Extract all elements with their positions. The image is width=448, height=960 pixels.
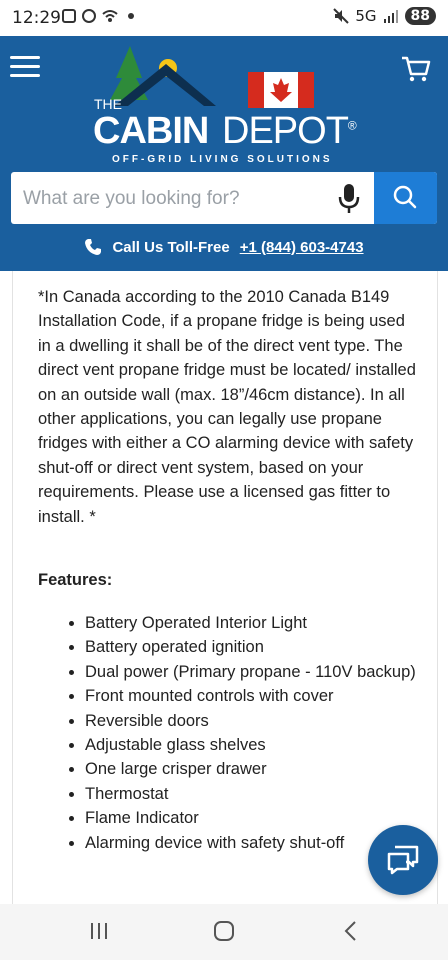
screenshot-icon [62,9,76,23]
back-icon[interactable] [340,920,362,942]
status-bar [0,0,448,36]
toll-free-phone [0,234,448,260]
notification-icons [62,9,134,23]
canada-flag-icon [248,72,314,108]
logo-the: THE [94,96,122,112]
features-list [38,611,425,855]
product-description [12,271,438,904]
list-item: • Flame Indicator [85,806,425,830]
search-input[interactable] [11,172,345,224]
home-icon[interactable] [213,920,235,942]
network-label: 5G [355,7,377,25]
list-item: • Alarming device with safety shut-off [85,831,425,855]
system-nav-bar [0,904,448,960]
logo-tagline: OFF-GRID LIVING SOLUTIONS [112,154,333,165]
logo-cabin: CABIN [93,110,209,152]
chat-button[interactable] [368,825,438,895]
status-right [333,7,436,25]
cart-icon[interactable] [400,52,432,84]
recent-apps-icon[interactable] [88,920,110,942]
canada-installation-disclaimer: *In Canada according to the 2010 Canada B149 Installation Code, if a propane fridge is being used in a dwelling it shall be of the direct vent type. The direct vent propane fridge must be located/ installed on an outside wall (max. 18”/46cm distance). In all other applications, you can legally use propane fridges with either a CO alarming device with safety shut-off or direct vent system, based on your requirements. Please use a licensed gas fitter to install. * [38,288,416,526]
features-heading: Features: [38,571,113,589]
cabin-roof-icon [88,44,363,114]
cabin-depot-logo[interactable] [88,44,363,164]
more-notifications-dot [128,13,134,19]
phone-icon [84,238,102,256]
list-item: • Battery Operated Interior Light [85,611,425,635]
menu-icon [10,56,40,59]
list-item: • One large crisper drawer [85,757,425,781]
search-bar [11,172,437,224]
chat-icon [386,844,420,876]
list-item: • Adjustable glass shelves [85,733,425,757]
list-item: • Battery operated ignition [85,635,425,659]
list-item: • Reversible doors [85,709,425,733]
battery-level: 88 [405,7,436,25]
mute-icon [333,8,349,24]
phone-number-link[interactable]: +1 (844) 603-4743 [239,238,364,256]
search-icon [374,172,437,224]
logo-depot: DEPOT® [222,110,356,152]
menu-button[interactable] [10,56,40,80]
list-item: • Dual power (Primary propane - 110V backup) [85,660,425,684]
list-item: • Front mounted controls with cover [85,684,425,708]
list-item: • Thermostat [85,782,425,806]
search-button[interactable] [374,172,437,224]
alarm-icon [82,9,96,23]
mic-icon[interactable] [337,182,361,214]
signal-icon [383,9,399,23]
wifi-icon [102,9,118,23]
status-time: 12:29 [12,8,61,28]
site-header [0,36,448,271]
registered-mark: ® [347,118,356,133]
phone-label: Call Us Toll-Free [112,238,230,256]
